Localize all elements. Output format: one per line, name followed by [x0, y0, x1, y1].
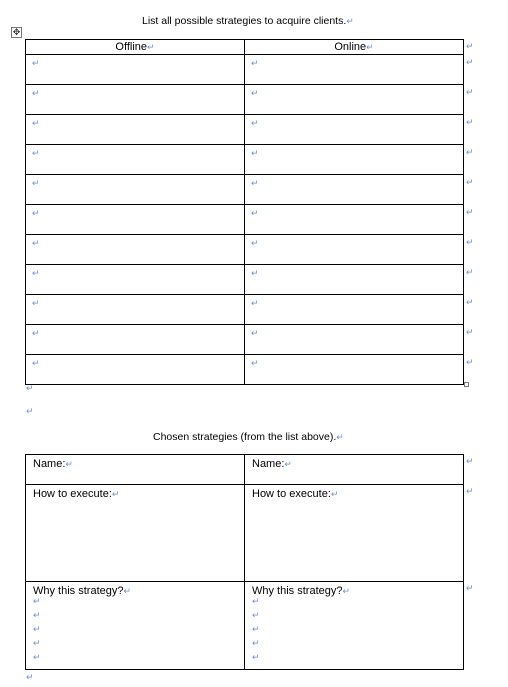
end-of-row-mark-icon: ↵ — [466, 456, 474, 466]
cell-online[interactable] — [245, 295, 464, 325]
paragraph-mark-icon: ↵ — [32, 148, 40, 158]
paragraph-mark-icon: ↵ — [32, 118, 40, 128]
cell-offline[interactable] — [26, 175, 245, 205]
table-move-handle-icon[interactable]: ✥ — [12, 27, 21, 37]
paragraph-mark-icon: ↵ — [251, 358, 259, 368]
paragraph-mark-icon: ↵ — [251, 88, 259, 98]
cell-online[interactable] — [245, 265, 464, 295]
paragraph-mark-icon: ↵ — [32, 328, 40, 338]
end-of-row-mark-icon: ↵ — [466, 583, 474, 593]
table-row — [26, 205, 464, 235]
cell-offline[interactable] — [26, 325, 245, 355]
cell-online[interactable] — [245, 175, 464, 205]
paragraph-mark-icon: ↵ — [33, 596, 41, 606]
paragraph-mark-icon: ↵ — [33, 652, 41, 662]
cell-online[interactable] — [245, 115, 464, 145]
end-of-row-mark-icon: ↵ — [466, 177, 474, 187]
cell-offline[interactable] — [26, 295, 245, 325]
cell-offline[interactable] — [26, 205, 245, 235]
table-row — [26, 582, 464, 670]
cell-online[interactable] — [245, 235, 464, 265]
paragraph-mark-icon: ↵ — [32, 208, 40, 218]
cell-offline[interactable] — [26, 115, 245, 145]
chosen-heading-text: Chosen strategies (from the list above). — [153, 431, 337, 443]
table-resize-handle[interactable] — [464, 382, 469, 387]
heading-text: List all possible strategies to acquire clients. — [142, 15, 347, 27]
paragraph-mark-icon: ↵ — [251, 148, 259, 158]
paragraph-mark-icon[interactable]: ↵ — [26, 383, 34, 393]
why-cell-right[interactable]: Why this strategy?↵ ↵ ↵ ↵ ↵ ↵ — [245, 582, 464, 670]
paragraph-mark-icon: ↵ — [32, 358, 40, 368]
cell-offline[interactable] — [26, 235, 245, 265]
table-header-row — [26, 40, 464, 55]
paragraph-mark-icon: ↵ — [252, 638, 260, 648]
table-row — [26, 485, 464, 582]
end-of-row-mark-icon: ↵ — [466, 57, 474, 67]
end-of-row-mark-icon: ↵ — [466, 87, 474, 97]
paragraph-mark-icon: ↵ — [252, 610, 260, 620]
paragraph-mark-icon: ↵ — [251, 298, 259, 308]
cell-online[interactable] — [245, 55, 464, 85]
table-row — [26, 85, 464, 115]
paragraph-mark-icon: ↵ — [346, 16, 354, 26]
paragraph-mark-icon: ↵ — [284, 459, 292, 469]
end-of-row-mark-icon: ↵ — [466, 237, 474, 247]
paragraph-mark-icon: ↵ — [252, 624, 260, 634]
name-cell-right[interactable]: Name:↵ — [245, 455, 464, 485]
cell-offline[interactable] — [26, 55, 245, 85]
end-of-row-mark-icon: ↵ — [466, 327, 474, 337]
paragraph-mark-icon: ↵ — [251, 58, 259, 68]
table-row — [26, 115, 464, 145]
column-header-offline[interactable]: Offline↵ — [26, 40, 245, 55]
paragraph-mark-icon: ↵ — [252, 596, 260, 606]
table-row — [26, 455, 464, 485]
column-header-online[interactable]: Online↵ — [245, 40, 464, 55]
table-row — [26, 325, 464, 355]
paragraph-mark-icon: ↵ — [251, 328, 259, 338]
end-of-row-mark-icon: ↵ — [466, 297, 474, 307]
table-row — [26, 145, 464, 175]
paragraph-mark-icon: ↵ — [336, 432, 344, 442]
paragraph-mark-icon: ↵ — [65, 459, 73, 469]
table-row — [26, 295, 464, 325]
paragraph-mark-icon: ↵ — [32, 58, 40, 68]
end-of-row-mark-icon: ↵ — [466, 147, 474, 157]
paragraph-mark-icon: ↵ — [147, 42, 155, 52]
cell-offline[interactable] — [26, 145, 245, 175]
paragraph-mark-icon: ↵ — [33, 638, 41, 648]
table-row — [26, 355, 464, 385]
paragraph-mark-icon: ↵ — [33, 624, 41, 634]
cell-online[interactable] — [245, 325, 464, 355]
paragraph-mark-icon: ↵ — [251, 238, 259, 248]
paragraph-mark-icon[interactable]: ↵ — [26, 672, 34, 682]
paragraph-mark-icon: ↵ — [251, 118, 259, 128]
paragraph-mark-icon: ↵ — [111, 489, 120, 499]
name-cell-left[interactable]: Name:↵ — [26, 455, 245, 485]
cell-offline[interactable] — [26, 355, 245, 385]
end-of-row-mark-icon: ↵ — [466, 486, 474, 496]
cell-offline[interactable] — [26, 265, 245, 295]
paragraph-mark-icon: ↵ — [32, 238, 40, 248]
cell-offline[interactable] — [26, 85, 245, 115]
cell-online[interactable] — [245, 145, 464, 175]
table-row — [26, 265, 464, 295]
chosen-heading — [153, 431, 344, 443]
paragraph-mark-icon: ↵ — [32, 178, 40, 188]
cell-online[interactable] — [245, 85, 464, 115]
paragraph-mark-icon: ↵ — [123, 586, 132, 596]
paragraph-mark-icon: ↵ — [251, 178, 259, 188]
execute-cell-right[interactable]: How to execute:↵ — [245, 485, 464, 582]
end-of-row-mark-icon: ↵ — [466, 207, 474, 217]
end-of-row-mark-icon: ↵ — [466, 117, 474, 127]
page-heading — [142, 15, 354, 27]
paragraph-mark-icon: ↵ — [32, 298, 40, 308]
paragraph-mark-icon: ↵ — [330, 489, 339, 499]
paragraph-mark-icon: ↵ — [342, 586, 351, 596]
cell-online[interactable] — [245, 205, 464, 235]
paragraph-mark-icon: ↵ — [33, 610, 41, 620]
table-row — [26, 55, 464, 85]
table-row — [26, 175, 464, 205]
paragraph-mark-icon: ↵ — [252, 652, 260, 662]
strategies-table[interactable] — [25, 39, 464, 385]
cell-online[interactable] — [245, 355, 464, 385]
end-of-row-mark-icon: ↵ — [466, 267, 474, 277]
table-row — [26, 235, 464, 265]
paragraph-mark-icon: ↵ — [251, 268, 259, 278]
paragraph-mark-icon: ↵ — [251, 208, 259, 218]
chosen-strategies-table[interactable] — [25, 454, 464, 670]
paragraph-mark-icon[interactable]: ↵ — [26, 406, 34, 416]
why-cell-left[interactable]: Why this strategy?↵ ↵ ↵ ↵ ↵ ↵ — [26, 582, 245, 670]
paragraph-mark-icon: ↵ — [32, 88, 40, 98]
end-of-row-mark-icon: ↵ — [466, 357, 474, 367]
paragraph-mark-icon: ↵ — [366, 42, 374, 52]
execute-cell-left[interactable]: How to execute:↵ — [26, 485, 245, 582]
end-of-row-mark-icon: ↵ — [466, 41, 474, 51]
paragraph-mark-icon: ↵ — [32, 268, 40, 278]
